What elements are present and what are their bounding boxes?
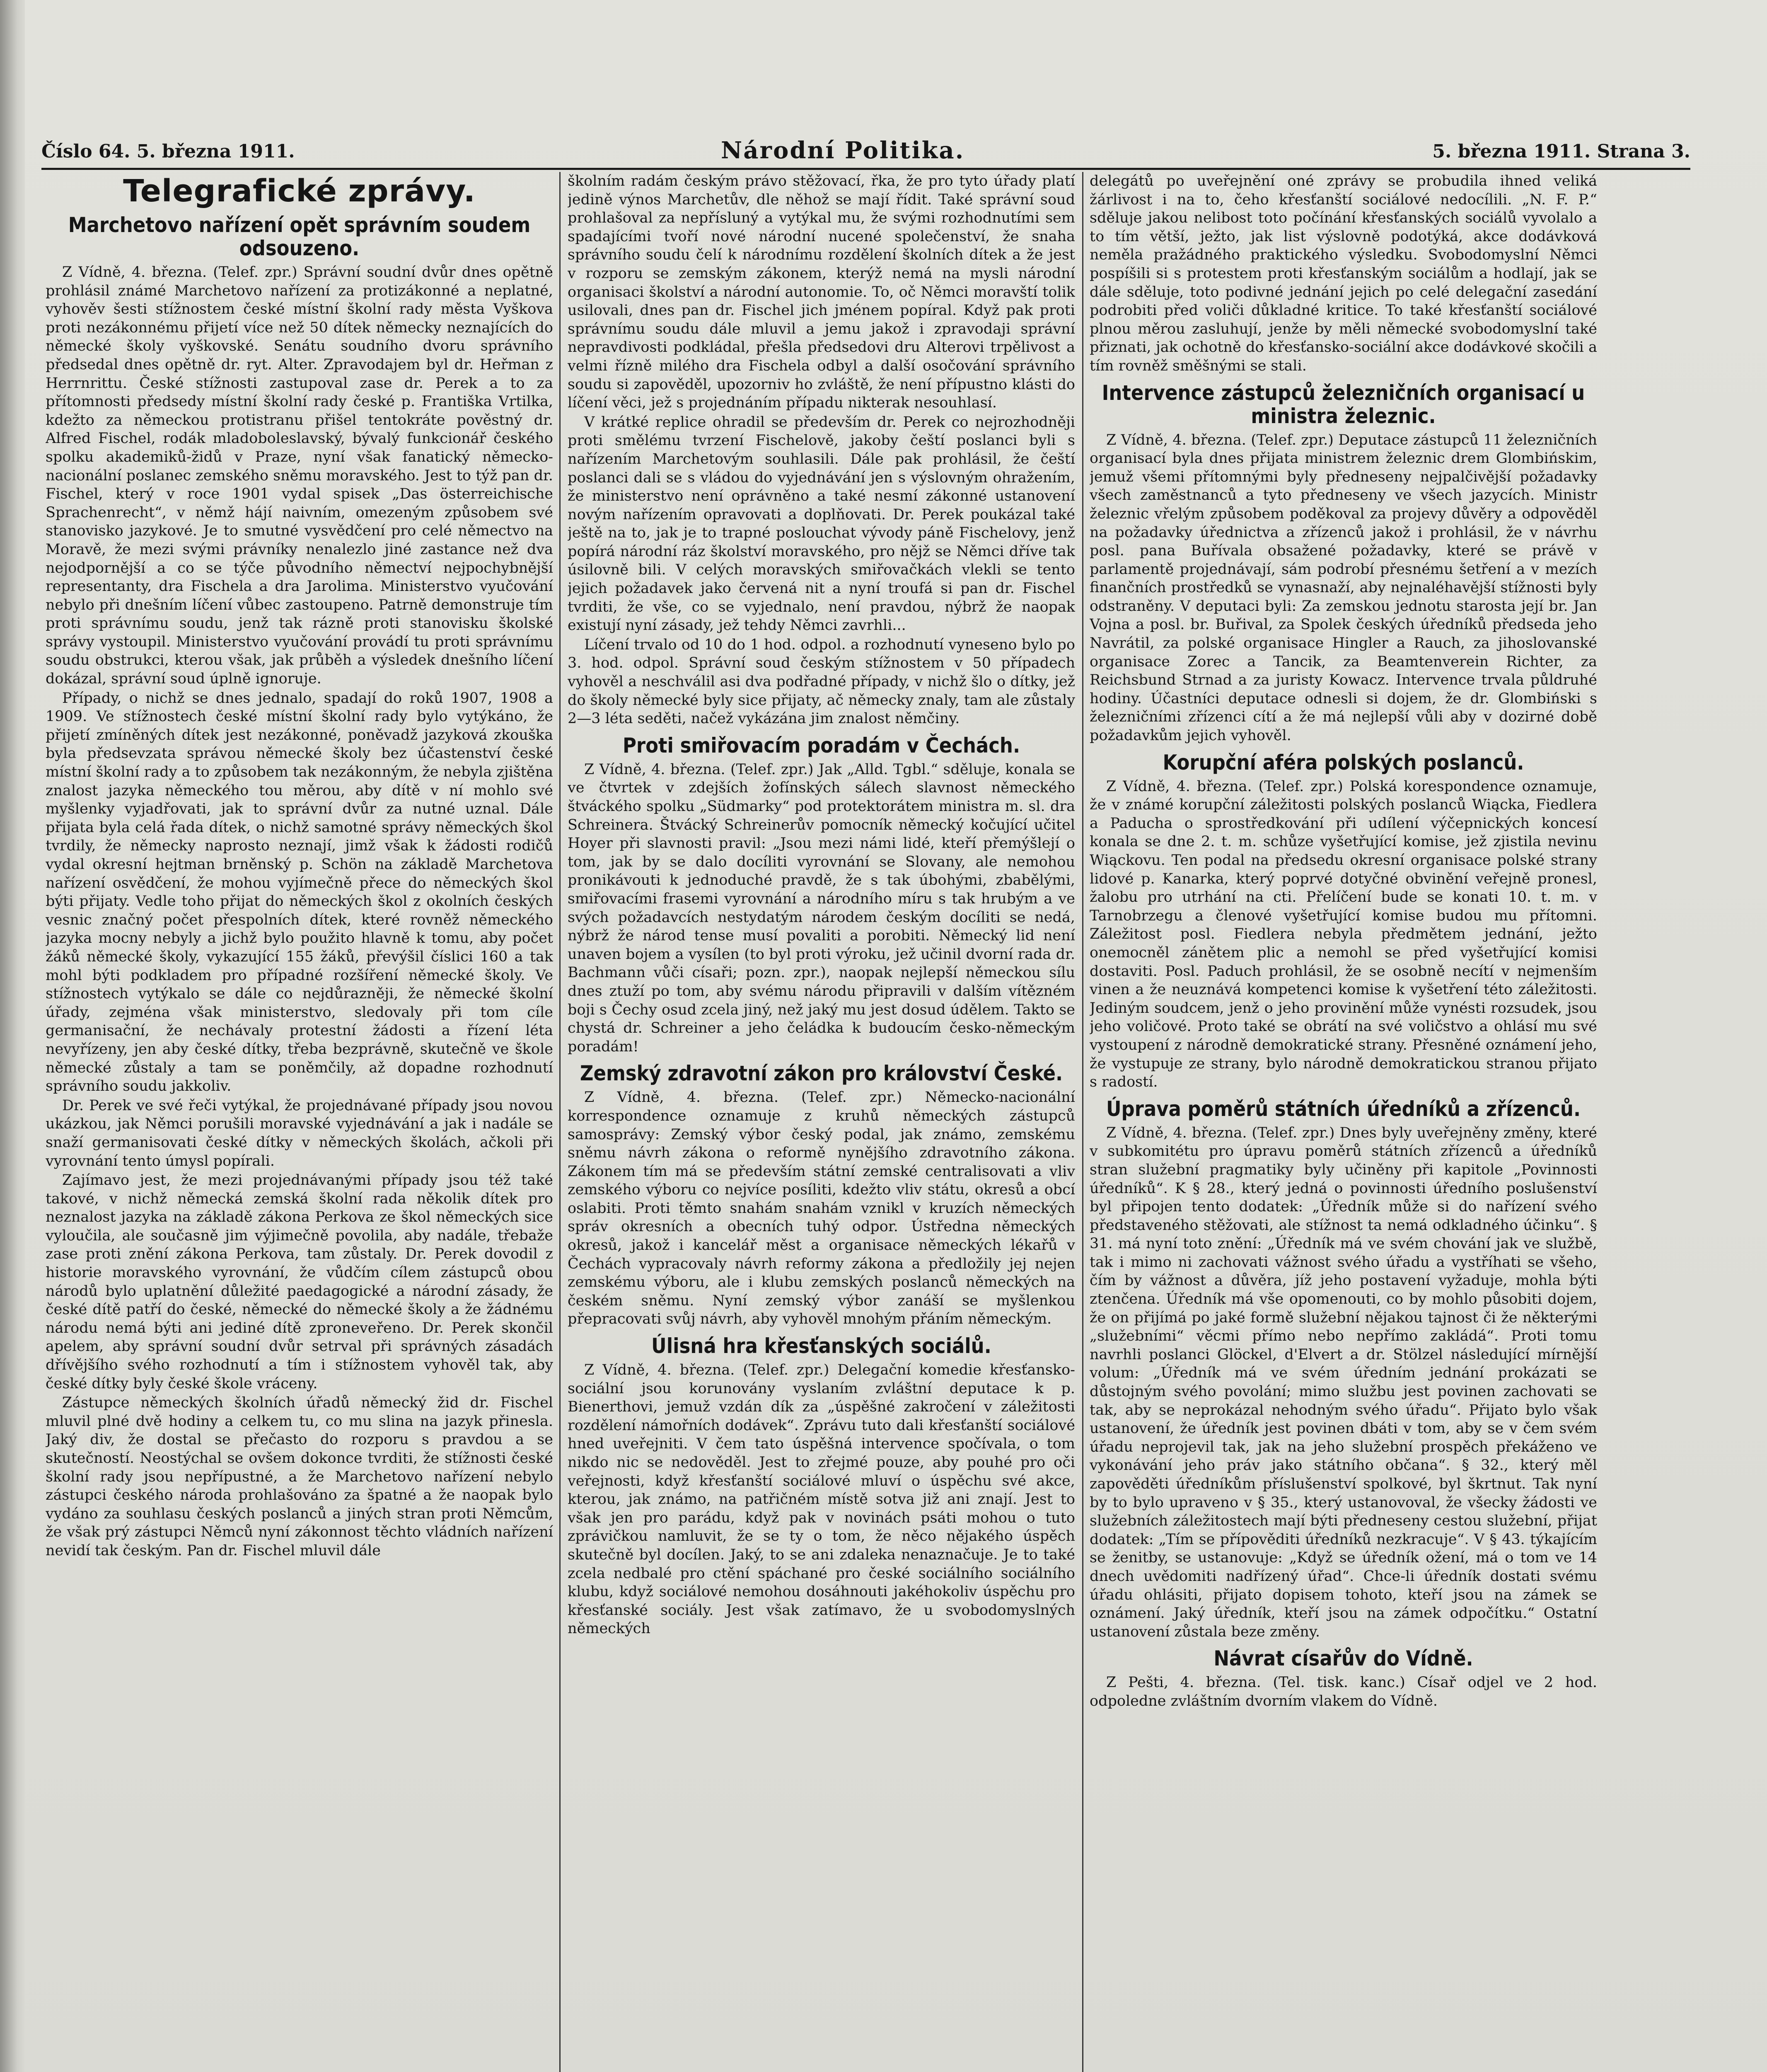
article-paragraph: školním radám českým právo stěžovací, řka, že pro tyto úřady platí jedině výnos Marchetův, dle něhož se mají řídit. Také správní soud prohlašoval za nepřísluný a vytýkal mu, že svými rozhodnutími sem spadajícími tvoří nové národní nucené společenství, že snaha správního soudu čelí k národnímu rozdělení školních dítek a že jest v rozporu se zemským zákonem, kterýž nemá na mysli národní organisaci školství a národní autonomie. To, oč Němci moravští tolik usilovali, dnes pan dr. Fischel jich jménem popíral. Když pak proti správnímu soudu dále mluvil a jemu jakož i zpravodaji správní nepravdivosti podkládal, přešla předsedovi dru Alterovi trpělivost a velmi řízně milého dra Fischela odbyl a další osočování správního soudu si zapověděl, upozorniv ho zvláště, že není přípustno klásti do líčení věci, jež s projednáním případu nikterak nesouhlasí. (568, 173, 1075, 411)
article-paragraph: delegátů po uveřejnění oné zprávy se probudila ihned veliká žárlivost i na to, čeho křesťanští sociálové nedocílili. „N. F. P.“ sděluje jakou nelibost toto počínání křesťanských sociálů vyvolalo a to tím větší, ježto, jak list výslovně podotýká, akce dodávková neměla pražádného praktického výsledku. Svobodomyslní Němci pospíšili si s protestem proti křesťanským sociálům a hodlají, jak se dále sděluje, toto podivné jednání jejich po celé delegační zasedání podrobiti před voliči důkladné kritice. To také křesťanští sociálové plnou měrou zasluhují, jenže by měli německé svobodomyslní také přiznati, jak ochotně do křesťansko-sociální akce dodávkové skočili a tím rovněž směšnými se stali. (1090, 173, 1597, 374)
header-rule (41, 168, 1690, 170)
article-paragraph: Zástupce německých školních úřadů německý žid dr. Fischel mluvil plné dvě hodiny a celkem tu, co mu slina na jazyk přinesla. Jaký div, že dostal se přečasto do rozporu s pravdou a se skutečností. Neostýchal se ovšem dokonce tvrditi, že stížnosti české školní rady jsou nepřípustné, a že Marchetovo nařízení nebylo zástupci českého národa prohlašováno za špatné a že naopak bylo vydáno za souhlasu českých poslanců a jiných stran proti Němcům, že však prý zástupci Němců nyní zákonnost těchto vládních nařízení nevidí tak českým. Pan dr. Fischel mluvil dále (46, 1394, 553, 1559)
column-1 (46, 172, 553, 2072)
article-headline: Intervence zástupců železničních organisací u ministra železnic. (1102, 380, 1585, 428)
article-headline: Korupční aféra polských poslanců. (1163, 750, 1524, 775)
article-paragraph: Líčení trvalo od 10 do 1 hod. odpol. a rozhodnutí vyneseno bylo po 3. hod. odpol. Správní soud českým stížnostem v 50 případech vyhověl a neschválil asi dva podřadné případy, v nichž šlo o dítky, jež do školy německé byly sice přijaty, ač německy znaly, tam ale zůstaly 2—3 léta seděti, načež vykázána jim znalost němčiny. (568, 636, 1075, 727)
article-paragraph: Z Vídně, 4. března. (Telef. zpr.) Jak „Alld. Tgbl.“ sděluje, konala se ve čtvrtek v zdejších žofínských sálech slavnost německého štváckého spolku „Südmarky“ pod protektorátem ministra m. sl. dra Schreinera. Štvácký Schreinerův pomocník německý kočující učitel Hoyer při slavnosti pravil: „Jsou mezi námi lidé, kteří přemýšlejí o tom, jak by se dalo docíliti vyrovnání se Slovany, ale nemohou pronikávouti k jednoduché pravdě, že s tak úbohými, zbabělými, smiřovacími frasemi vyrovnání a národního míru s tak hrubým a ve svých požadavcích nestydatým národem českým docíliti se nedá, nýbrž že národ tense musí povaliti a porobiti. Německý lid není unaven bojem a vysílen (to byl proti výroku, jež učinil dvorní rada dr. Bachmann vůči císaři; pozn. zpr.), naopak nejlepší německou sílu dnes ztuží po tom, aby svému národu připravili v dalším vítězném boji s Čechy osud zcela jiný, než jaký mu jest dosud údělem. Takto se chystá dr. Schreiner a jeho čeládka k budoucím česko-německým poradám! (568, 761, 1075, 1055)
page-header (41, 137, 1690, 170)
article-paragraph: Z Vídně, 4. března. (Telef. zpr.) Německo-nacionální korrespondence oznamuje z kruhů německých zástupců samosprávy: Zemský výbor český podal, jak známo, zemskému sněmu návrh zákona o reformě nynějšího zdravotního zákona. Zákonem tím má se především státní zemské centralisovati a vliv zemského výboru co nejvíce posíliti, kdežto vliv státu, okresů a obcí oslabiti. Proti těmto snahám snahám vznikl v kruzích německých správ okresních a obecních tuhý odpor. Ústředna německých okresů, jakož i kancelář měst a organisace německých lékařů v Čechách vypracovaly návrh reformy zákona a předložily jej nejen zemskému výboru, ale i klubu zemských poslanců německých na českém sněmu. Nyní zemský výbor zanáší se myšlenkou přepracovati svůj návrh, aby vyhověl mnohým přáním německým. (568, 1089, 1075, 1328)
article-headline: Úlisná hra křesťanských sociálů. (651, 1334, 991, 1358)
column-divider (559, 172, 561, 2072)
article-headline: Úprava poměrů státních úředníků a zřízenců. (1106, 1097, 1581, 1121)
scan-edge-shadow (0, 0, 25, 2072)
column-2 (568, 172, 1075, 2072)
article-paragraph: Z Vídně, 4. března. (Telef. zpr.) Delegační komedie křesťansko-sociální jsou korunovány vyslaním zvláštní deputace k p. Bienerthovi, jemuž vzdán dík za „úspěšné zakročení v záležitosti rozdělení námořních dodávek“. Zprávu tuto dali křesťanští sociálové hned uveřejniti. V čem tato úspěšná intervence spočívala, o tom nikdo nic se nedověděl. Jest to zřejmé pouze, aby pouhé pro oči veřejnosti, když křesťanští sociálové mluví o úspěchu své akce, kterou, jak známo, na patřičném místě sotva již ani znají. Jest to však jen pro parádu, když pak v novinách psáti mohou o tuto zprávičkou namluvit, že se ty o tom, že něco nějakého úspěch skutečně byl docílen. Jaký, to se ani zdaleka nenaznačuje. Je to také zcela nedbalé pro ctění spáchané pro české sociálního sociálního klubu, když sociálové nemohou dosáhnouti jakéhokoliv úspěchu pro křesťanské sociály. Jest však zatímavo, že u svobodomyslných německých (568, 1362, 1075, 1637)
date-and-page: 5. března 1911. Strana 3. (1432, 141, 1690, 162)
column-3 (1090, 172, 1597, 2072)
article-paragraph: Z Vídně, 4. března. (Telef. zpr.) Dnes byly uveřejněny změny, které v subkomitétu pro úpravu poměrů státních zřízenců a úředníků stran služební pragmatiky byly učiněny při kapitole „Povinnosti úředníků“. K § 28., který jedná o povinnosti úředního poslušenství byl připojen tento dodatek: „Úředník může si do nařízení svého představeného stěžovati, ale stížnost ta nemá odkladného účinku“. § 31. má nyní toto znění: „Úředník má ve svém chování jak ve službě, tak i mimo ni zachovati vážnost svého úřadu a vystříhati se všeho, čím by vážnost a důvěra, jíž jeho postavení vyžaduje, mohla býti ztenčena. Úředník má vše opomenouti, co by mohlo působiti dojem, že on přijímá po jaké formě služební nějakou tajnost či že některými „služebními“ věcmi přímo nebo nepřímo zakládá“. Proti tomu navrhli poslanci Glöckel, d'Elvert a dr. Stölzel následující mírnější volum: „Úředník má ve svém úředním jednání prokázati se důstojným svého povolání; mimo službu jest povinen zachovati se tak, aby se neprokázal nehodným svého úřadu“. Přijato bylo však ustanovení, že úředník jest povinen dbáti v tom, aby se v čem svém úřadu neprojevil tak, jak na jeho služební prospěch překáženo ve vykonávání jeho práv jako státního občana“. § 32., který měl zapověděti úředníkům příslušenství spolkové, byl škrtnut. Tak nyní by to bylo upraveno v § 35., který ustanovoval, že všecky žádosti ve služebních záležitostech mají býti předneseny cestou služební, přijat dodatek: „Tím se přípověditi úředníků nezkracuje“. V § 43. týkajícím se ženitby, se ustanovuje: „Když se úředník ožení, má o tom ve 14 dnech uvědomiti nadřízený úřad“. Chce-li úředník dostati svému úřadu ohlásiti, přijato dopisem tohoto, kteří jsou na zámek se oznámení. Jaký úředník, kteří jsou na zámek odpočítku.“ Ostatní ustanovení zůstala beze změny. (1090, 1124, 1597, 1640)
article-headline: Marchetovo nařízení opět správním soudem odsouzeno. (68, 213, 531, 260)
article-headline: Zemský zdravotní zákon pro království České. (580, 1061, 1063, 1086)
section-title: Telegrafické zprávy. (123, 173, 476, 209)
article-paragraph: Z Pešti, 4. března. (Tel. tisk. kanc.) Císař odjel ve 2 hod. odpoledne zvláštním dvorním vlakem do Vídně. (1090, 1674, 1597, 1709)
issue-number: Číslo 64. 5. března 1911. (41, 141, 295, 162)
article-paragraph: Z Vídně, 4. března. (Telef. zpr.) Správní soudní dvůr dnes opětně prohlásil známé Marchetovo nařízení za protizákonné a neplatné, vyhověv šesti stížnostem české místní školní rady města Vyškova proti nezákonnému přijetí více než 50 dítek německy neznajících do německé školy vyškovské. Senátu soudního dvoru správního předsedal dnes opětně dr. ryt. Alter. Zpravodajem byl dr. Heřman z Herrnrittu. České stížnosti zastupoval zase dr. Perek a to za přítomnosti předsedy místní školní rady české p. Františka Vrtilka, kdežto za německou protistranu přišel tentokráte pověstný dr. Alfred Fischel, rodák mladoboleslavský, bývalý funkcionář českého spolku akademiků-židů v Praze, nyní však fanatický německo-nacionální poslanec zemského sněmu moravského. Jest to týž pan dr. Fischel, který v roce 1901 vydal spisek „Das österreichische Sprachenrecht“, v němž hájí naivním, omezeným způsobem své stanovisko jazykové. Je to smutné vysvědčení pro celé němectvo na Moravě, že mezi svými právníky nenalezlo jiné zastance než dva nejodpornější a co se týče původního němectví nejpochybnější representanty, dra Fischela a dra Jarolima. Ministerstvo vyučování nebylo při dnešním líčení vůbec zastoupeno. Patrně demonstruje tím proti správnímu soudu, jenž tak rázně proti stanovisku školské správy vystoupil. Ministerstvo vyučování provádí tu proti správnímu soudu obstrukci, kterou však, jak průběh a výsledek dnešního líčení dokázal, správní soud úplně ignoruje. (46, 264, 553, 687)
column-divider (1082, 172, 1083, 2072)
article-paragraph: V krátké replice ohradil se především dr. Perek co nejrozhodněji proti smělému tvrzení Fischelově, jakoby čeští poslanci byli s nařízením Marchetovým souhlasili. Dále pak prohlásil, že čeští poslanci dali se s vládou do vyjednávání jen s výslovným ohražením, že ministerstvo není oprávněno a také nesmí zákonné ustanovení novým nařízením opravovati a doplňovati. Dr. Perek poukázal také ještě na to, jak je to trapné poslouchat vývody páně Fischelovy, jenž popírá národní ráz školství moravského, pro nějž se Němci dříve tak úsilovně bili. V celých moravských smiřovačkách vlekli se tento jejich požadavek jako červená nit a nyní troufá si pan dr. Fischel tvrditi, že vše, co se vyjednalo, není pravdou, nýbrž že naopak existují nyní zásady, jež tehdy Němci zavrhli... (568, 414, 1075, 634)
masthead-title: Národní Politika. (721, 137, 965, 164)
article-headline: Proti smiřovacím poradám v Čechách. (622, 733, 1020, 758)
article-paragraph: Případy, o nichž se dnes jednalo, spadají do roků 1907, 1908 a 1909. Ve stížnostech české místní školní rady bylo vytýkáno, že přijetí zmíněných dítek jest nezákonné, poněvadž jazyková zkouška byla předsevzata správou německé školy bez účastenství české místní školní rady a to způsobem tak nezákonným, že nebyla zjištěna znalost jazyka německého tou měrou, aby dítě v ní mohlo své myšlenky vyjadřovati, jak to správní dvůr za nutné uznal. Dále přijata byla celá řada dítek, o nichž samotné správy německých škol tvrdily, že německy naprosto neznají, jimž však k žádosti rodičů vydal okresní hejtman brněnský p. Schön na základě Marchetova nařízení osvědčení, že mohou vyjímečně přece do německých škol býti přijaty. Vedle toho přijat do německých škol z okolních českých vesnic značný počet přespolních dítek, které rovněž německého jazyka mocny nebyly a jichž bylo použito hlavně k tomu, aby počet žáků německé školy, vykazující 155 žáků, převýšil číslici 160 a tak mohl býti podkladem pro případné rozšíření německé školy. Ve stížnostech vytýkalo se dále co nejdůrazněji, že německé školní úřady, zejména však ministerstvo, sledovaly při tom cíle germanisační, že nechávaly protestní žádosti a řízení léta nevyřízeny, jen aby české dítky, třeba bezprávně, skutečně ve škole německé zůstaly a tam se poněmčily, až dopadne rozhodnutí správního soudu jakkoliv. (46, 690, 553, 1095)
article-paragraph: Dr. Perek ve své řeči vytýkal, že projednávané případy jsou novou ukázkou, jak Němci porušili moravské vyjednávání a jak i nadále se snaží germanisovati české dítky v německých školách, ačkoli při vyrovnání tento úmysl popírali. (46, 1097, 553, 1169)
article-paragraph: Zajímavo jest, že mezi projednávanými případy jsou též také takové, v nichž německá zemská školní rada několik dítek pro neznalost jazyka na základě zákona Perkova ze škol německých sice vyloučila, ale současně jim výjimečně povolila, aby nadále, třebaže zase proti znění zákona Perkova, tam zůstaly. Dr. Perek dovodil z historie moravského vyrovnání, že vůdčím cílem zástupců obou národů bylo uplatnění důležité paedagogické a národní zásady, že české dítě patří do české, německé do německé školy a že žádnému národu nemá býti ani jediné dítě zproneveřeno. Dr. Perek skončil apelem, aby správní soudní dvůr setrval při správných zásadách dřívějšího svého rozhodnutí a tím i stížnostem vyhověl tak, aby české dítky byly české škole vráceny. (46, 1172, 553, 1392)
article-paragraph: Z Vídně, 4. března. (Telef. zpr.) Deputace zástupců 11 železničních organisací byla dnes přijata ministrem železnic drem Glombińskim, jemuž všemi přítomnými byly předneseny nejpalčivější požadavky všech zaměstnanců a tyto předneseny ve všech jazycích. Ministr železnic vřelým způsobem poděkoval za projevy důvěry a odpověděl na požadavky úřednictva a zřízenců jakož i prohlásil, že v návrhu posl. pana Buřívala obsažené požadavky, které se právě v parlamentě projednávají, sám podrobí přesnému šetření a v mezích finančních prostředků se vynasnaží, aby nejnaléhavější stížnosti byly odstraněny. V deputaci byli: Za zemskou jednotu starosta její br. Jan Vojna a posl. br. Buřival, za Spolek českých úředníků předseda jeho Navrátil, za polské organisace Hingler a Rauch, za jihoslovanské organisace Zorec a Tancik, za Beamtenverein Richter, za Reichsbund Strnad a za juristy Kowacz. Intervence trvala půldruhé hodiny. Účastníci deputace odnesli si dojem, že dr. Glombiński s železničními zřízenci cítí a že má nejlepší vůli aby v dozirné době požadavkům jejich vyhověl. (1090, 431, 1597, 744)
article-headline: Návrat císařův do Vídně. (1213, 1646, 1473, 1671)
article-paragraph: Z Vídně, 4. března. (Telef. zpr.) Polská korespondence oznamuje, že v známé korupční záležitosti polských poslanců Wiącka, Fiedlera a Paducha o sprostředkování při udílení výčepnických koncesí konala se dne 2. t. m. schůze vyšetřující komise, jež zjistila nevinu Wiąckovu. Ten podal na předsedu okresní organisace polské strany lidové p. Kanarka, který poprvé dotyčné obvinění veřejně pronesl, žalobu pro utrhání na cti. Přelíčení bude se konati 10. t. m. v Tarnobrzegu a členové vyšetřující komise budou mu přítomni. Záležitost posl. Fiedlera nebyla předmětem jednání, ježto onemocněl zánětem plic a nemohl se před vyšetřující komisi dostaviti. Posl. Paduch prohlásil, že se osobně necítí v nejmenším vinen a že neuznává kompetenci komise k vyšetření této záležitosti. Jediným soudcem, jenž o jeho provinění může vynésti rozsudek, jsou jeho voličové. Proto také se obrátí na své voličstvo a ohlásí mu své vystoupení z národně demokratické strany. Přesněné oznámení jeho, že vystupuje ze strany, bylo národně demokratickou stranou přijato s radostí. (1090, 778, 1597, 1091)
